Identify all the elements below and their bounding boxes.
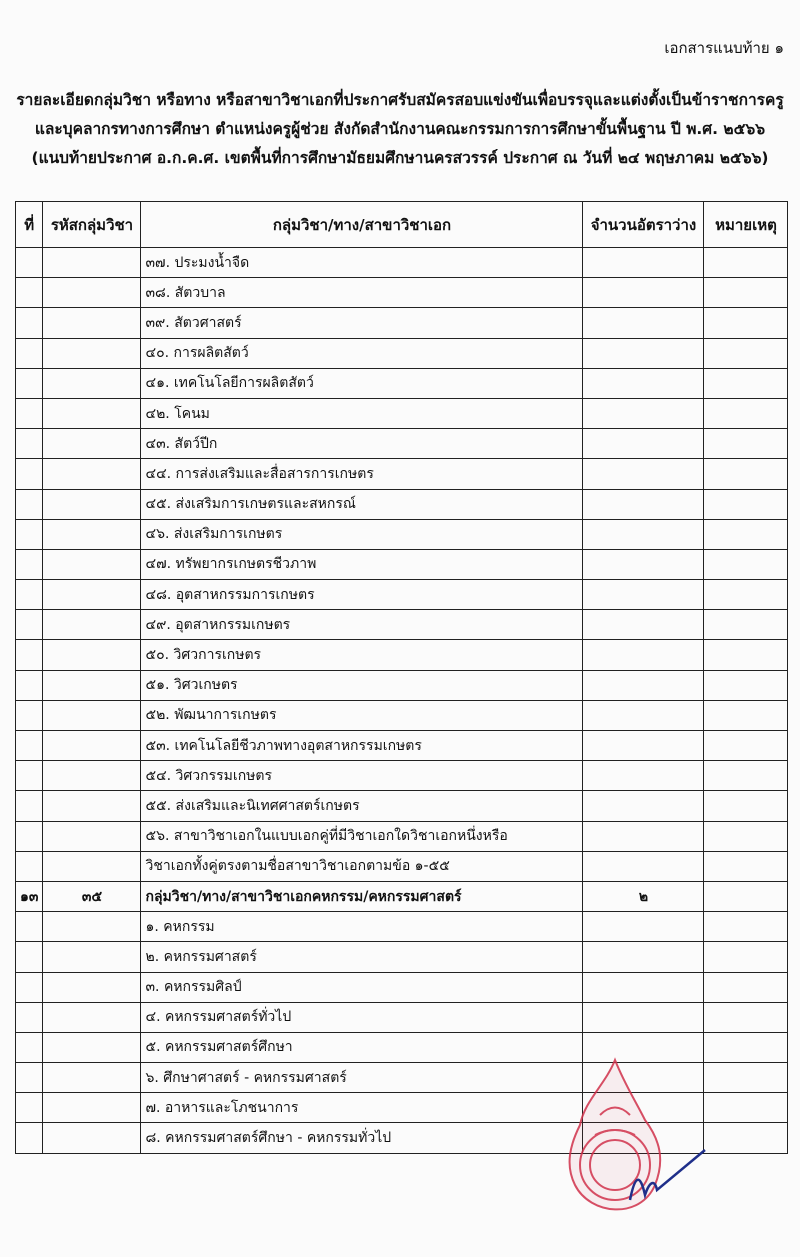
row-subject: กลุ่มวิชา/ทาง/สาขาวิชาเอกคหกรรม/คหกรรมศาสตร์ [141,881,583,911]
row-subject: ๔๐. การผลิตสัตว์ [141,338,583,368]
row-vacancies [583,308,704,338]
row-vacancies [583,459,704,489]
row-vacancies [583,1002,704,1032]
table-row [16,731,788,761]
row-no [16,278,43,308]
row-no: ๑๓ [16,881,43,911]
row-subject: ๓. คหกรรมศิลป์ [141,972,583,1002]
row-remarks [704,640,788,670]
row-remarks [704,881,788,911]
row-code [43,972,141,1002]
table-row [16,549,788,579]
row-vacancies [583,278,704,308]
row-no [16,791,43,821]
row-subject: ๔. คหกรรมศาสตร์ทั่วไป [141,1002,583,1032]
row-remarks [704,549,788,579]
row-code [43,549,141,579]
row-vacancies [583,942,704,972]
header-code: รหัสกลุ่มวิชา [43,202,141,248]
row-subject: ๓๘. สัตวบาล [141,278,583,308]
table-row [16,308,788,338]
row-code [43,248,141,278]
row-vacancies [583,398,704,428]
row-subject: ๕๖. สาขาวิชาเอกในแบบเอกคู่ที่มีวิชาเอกใดวิชาเอกหนึ่งหรือ [141,821,583,851]
row-remarks [704,761,788,791]
row-no [16,942,43,972]
row-code [43,1063,141,1093]
row-vacancies [583,791,704,821]
row-no [16,1002,43,1032]
row-no [16,248,43,278]
row-code [43,489,141,519]
row-code [43,368,141,398]
row-vacancies [583,610,704,640]
row-code [43,519,141,549]
row-no [16,640,43,670]
row-code [43,851,141,881]
row-no [16,429,43,459]
row-vacancies [583,972,704,1002]
row-subject: ๔๙. อุตสาหกรรมเกษตร [141,610,583,640]
row-remarks [704,308,788,338]
row-code [43,278,141,308]
row-code [43,1123,141,1153]
row-code [43,610,141,640]
row-code [43,1002,141,1032]
row-remarks [704,429,788,459]
row-remarks [704,821,788,851]
header-no: ที่ [16,202,43,248]
row-remarks [704,670,788,700]
row-no [16,700,43,730]
row-subject: ๓๗. ประมงน้ำจืด [141,248,583,278]
row-subject: ๔๗. ทรัพยากรเกษตรชีวภาพ [141,549,583,579]
row-vacancies [583,429,704,459]
row-no [16,1093,43,1123]
header-remarks: หมายเหตุ [704,202,788,248]
row-subject: ๑. คหกรรม [141,912,583,942]
row-remarks [704,338,788,368]
table-row [16,398,788,428]
row-no [16,972,43,1002]
table-row [16,972,788,1002]
row-subject: ๕๔. วิศวกรรมเกษตร [141,761,583,791]
row-code [43,761,141,791]
row-subject: ๔๑. เทคโนโลยีการผลิตสัตว์ [141,368,583,398]
row-subject: ๕๒. พัฒนาการเกษตร [141,700,583,730]
row-no [16,519,43,549]
row-code [43,308,141,338]
row-vacancies [583,640,704,670]
row-code [43,1032,141,1062]
row-vacancies [583,821,704,851]
table-row [16,459,788,489]
row-no [16,338,43,368]
table-row [16,519,788,549]
row-vacancies [583,549,704,579]
table-row [16,610,788,640]
row-subject: ๗. อาหารและโภชนาการ [141,1093,583,1123]
row-no [16,1032,43,1062]
table-row [16,791,788,821]
row-subject: ๔๖. ส่งเสริมการเกษตร [141,519,583,549]
row-remarks [704,912,788,942]
row-code [43,700,141,730]
row-remarks [704,731,788,761]
row-subject: ๔๕. ส่งเสริมการเกษตรและสหกรณ์ [141,489,583,519]
table-row [16,912,788,942]
row-remarks [704,700,788,730]
row-subject: ๔๒. โคนม [141,398,583,428]
row-code: ๓๕ [43,881,141,911]
row-code [43,640,141,670]
table-row [16,821,788,851]
row-no [16,851,43,881]
row-subject: ๓๙. สัตวศาสตร์ [141,308,583,338]
table-row [16,761,788,791]
row-code [43,821,141,851]
row-subject: ๖. ศึกษาศาสตร์ - คหกรรมศาสตร์ [141,1063,583,1093]
row-subject: ๕๓. เทคโนโลยีชีวภาพทางอุตสาหกรรมเกษตร [141,731,583,761]
row-vacancies [583,851,704,881]
document-title [0,86,800,173]
row-code [43,791,141,821]
table-row [16,700,788,730]
row-subject: ๔๘. อุตสาหกรรมการเกษตร [141,580,583,610]
table-row [16,338,788,368]
row-no [16,1063,43,1093]
title-line: รายละเอียดกลุ่มวิชา หรือทาง หรือสาขาวิชาเอกที่ประกาศรับสมัครสอบแข่งขันเพื่อบรรจุและแต่งตั้งเป็นข้าราชการครู [16,91,784,109]
row-remarks [704,851,788,881]
row-no [16,398,43,428]
row-remarks [704,278,788,308]
row-no [16,731,43,761]
row-remarks [704,489,788,519]
row-subject: ๕๕. ส่งเสริมและนิเทศศาสตร์เกษตร [141,791,583,821]
header-subject: กลุ่มวิชา/ทาง/สาขาวิชาเอก [141,202,583,248]
row-no [16,580,43,610]
row-code [43,398,141,428]
row-code [43,670,141,700]
table-row [16,881,788,911]
row-no [16,821,43,851]
row-subject: ๕๐. วิศวการเกษตร [141,640,583,670]
row-vacancies [583,489,704,519]
row-no [16,489,43,519]
row-code [43,912,141,942]
row-code [43,580,141,610]
table-row [16,368,788,398]
table-header [16,202,788,248]
row-no [16,761,43,791]
row-subject: ๘. คหกรรมศาสตร์ศึกษา - คหกรรมทั่วไป [141,1123,583,1153]
title-line: และบุคลากรทางการศึกษา ตำแหน่งครูผู้ช่วย สังกัดสำนักงานคณะกรรมการการศึกษาขั้นพื้นฐาน ปี พ.ศ. ๒๕๖๖ [34,120,766,138]
row-subject: ๒. คหกรรมศาสตร์ [141,942,583,972]
row-vacancies [583,761,704,791]
table-row [16,580,788,610]
row-remarks [704,791,788,821]
table-row [16,429,788,459]
row-subject: ๕๑. วิศวเกษตร [141,670,583,700]
row-code [43,459,141,489]
row-subject: วิชาเอกทั้งคู่ตรงตามชื่อสาขาวิชาเอกตามข้อ ๑-๕๕ [141,851,583,881]
row-remarks [704,459,788,489]
row-remarks [704,972,788,1002]
title-line: (แนบท้ายประกาศ อ.ก.ค.ศ. เขตพื้นที่การศึกษามัธยมศึกษานครสวรรค์ ประกาศ ณ วันที่ ๒๔ พฤษภาคม ๒๕๖๖) [31,149,769,167]
row-remarks [704,248,788,278]
table-row [16,248,788,278]
table-row [16,489,788,519]
annex-label: เอกสารแนบท้าย ๑ [664,39,784,57]
header-vacancies: จำนวนอัตราว่าง [583,202,704,248]
row-code [43,731,141,761]
row-vacancies [583,912,704,942]
table-row [16,640,788,670]
row-no [16,308,43,338]
row-no [16,912,43,942]
table-row [16,851,788,881]
row-code [43,429,141,459]
row-no [16,368,43,398]
row-code [43,338,141,368]
row-remarks [704,942,788,972]
row-remarks [704,398,788,428]
subject-table [15,201,788,1154]
table-row [16,670,788,700]
table-row [16,942,788,972]
row-vacancies [583,580,704,610]
row-subject: ๔๔. การส่งเสริมและสื่อสารการเกษตร [141,459,583,489]
row-vacancies [583,519,704,549]
row-no [16,670,43,700]
row-no [16,1123,43,1153]
row-no [16,610,43,640]
table-row [16,278,788,308]
row-vacancies [583,700,704,730]
row-subject: ๔๓. สัตว์ปีก [141,429,583,459]
row-vacancies [583,731,704,761]
row-subject: ๕. คหกรรมศาสตร์ศึกษา [141,1032,583,1062]
row-no [16,549,43,579]
row-vacancies [583,368,704,398]
official-seal-stamp [545,1055,745,1255]
row-remarks [704,368,788,398]
table-row [16,1002,788,1032]
row-no [16,459,43,489]
row-code [43,1093,141,1123]
row-remarks [704,580,788,610]
row-vacancies: ๒ [583,881,704,911]
row-vacancies [583,670,704,700]
row-vacancies [583,338,704,368]
row-vacancies [583,248,704,278]
row-code [43,942,141,972]
row-remarks [704,519,788,549]
row-remarks [704,610,788,640]
row-remarks [704,1002,788,1032]
